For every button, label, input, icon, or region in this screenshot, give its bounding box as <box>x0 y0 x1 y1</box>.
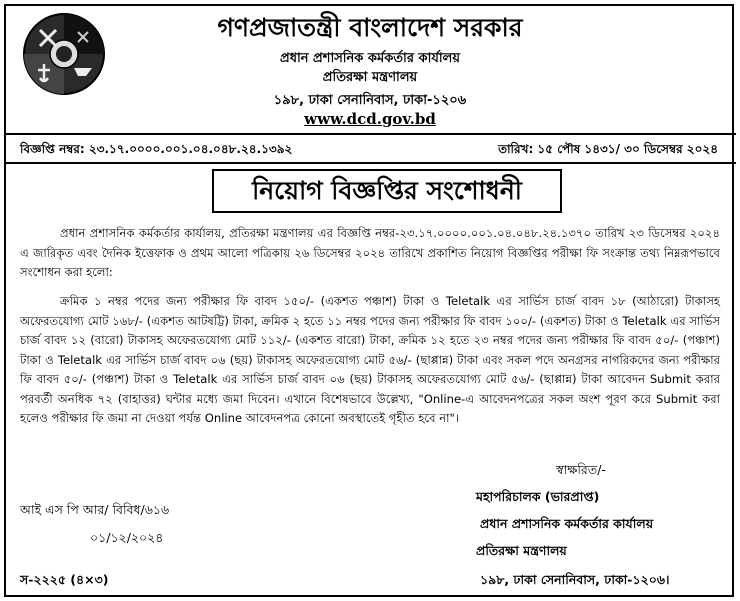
notice-title: নিয়োগ বিজ্ঞপ্তির সংশোধনী <box>212 169 562 213</box>
fee-paragraph-text: ক্রমিক ১ নম্বর পদের জন্য পরীক্ষার ফি বাবদ ১৫০/- (একশত পঞ্চাশ) টাকা ও Teletalk এর সার্ভিস চার্জ বাবদ ১৮ (আঠারো) টাকাসহ অফেরতযোগ্য মোট ১৬৮/- (একশত আটষট্টি) টাকা, ক্রমিক ২ হতে ১১ নম্বর পদের জন্য পরীক্ষার ফি বাবদ ১০০/- (একশত) টাকা ও Teletalk এর সার্ভিস চার্জ বাবদ ১২ (বারো) টাকাসহ অফেরতযোগ্য মোট ১১২/- (একশত বারো) টাকা, ক্রমিক ১২ হতে ২৩ নম্বর পদের জন্য পরীক্ষার ফি বাবদ ৫০/- (পঞ্চাশ) টাকা ও Teletalk এর সার্ভিস চার্জ বাবদ ০৬ (ছয়) টাকাসহ অফেরতযোগ্য মোট ৫৬/- (ছাপ্পান্ন) টাকা এবং সকল পদে অনগ্রসর নাগরিকদের জন্য পরীক্ষার ফি বাবদ ৫০/- (পঞ্চাশ) টাকা ও Teletalk এর সার্ভিস চার্জ বাবদ ০৬ (ছয়) টাকাসহ অফেরতযোগ্য মোট ৫৬/- (ছাপ্পান্ন) টাকা আবেদন Submit করার পরবর্তী অনধিক ৭২ (বাহাত্তর) ঘন্টার মধ্যে জমা দিবেন। এখানে বিশেষভাবে উল্লেখ্য, "Online-এ আবেদনপত্রের সকল অংশ পূরণ করে Submit করা হলেও পরীক্ষার ফি জমা না দেওয়া পর্যন্ত Online আবেদনপত্র কোনো অবস্থাতেই গৃহীত হবে না"। <box>20 294 720 425</box>
government-title: গণপ্রজাতন্ত্রী বাংলাদেশ সরকার <box>217 13 523 42</box>
signatory-designation: মহাপরিচালক (ভারপ্রাপ্ত) <box>476 489 600 504</box>
intro-paragraph-text: প্রধান প্রশাসনিক কর্মকর্তার কার্যালয়, প্রতিরক্ষা মন্ত্রণালয় এর বিজ্ঞপ্তি নম্বর-২৩.১৭.০০০০.০০১.০৪.০৪৮.২৪.১৩৭০ তারিখ ২৩ ডিসেম্বর ২০২৪ এ জারিকৃত এবং দৈনিক ইত্তেফাক ও প্রথম আলো পত্রিকায় ২৬ ডিসেম্বর ২০২৪ তারিখে প্রকাশিত নিয়োগ বিজ্ঞপ্তির পরীক্ষা ফি সংক্রান্ত তথ্য নিম্নরূপভাবে সংশোধন করা হলো: <box>20 226 720 279</box>
notice-date: তারিখ: ১৫ পৌষ ১৪৩১/ ৩০ ডিসেম্বর ২০২৪ <box>498 142 718 156</box>
fee-paragraph <box>20 292 720 429</box>
ispr-date: ০১/১২/২০২৪ <box>90 530 164 545</box>
header-divider <box>4 133 736 135</box>
meta-divider <box>4 162 736 164</box>
ispr-reference: আই এস পি আর/ বিবিধ/৬১৬ <box>20 502 170 517</box>
office-name: প্রধান প্রশাসনিক কর্মকর্তার কার্যালয় <box>280 51 460 66</box>
office-address: ১৯৮, ঢাকা সেনানিবাস, ঢাকা-১২০৬ <box>273 93 467 108</box>
website-text[interactable]: www.dcd.gov.bd <box>304 110 436 128</box>
website-link[interactable] <box>0 110 740 128</box>
signatory-office: প্রধান প্রশাসনিক কর্মকর্তার কার্যালয় <box>480 516 654 531</box>
ministry-name: প্রতিরক্ষা মন্ত্রণালয় <box>322 70 418 85</box>
intro-paragraph <box>20 224 720 283</box>
signatory-ministry: প্রতিরক্ষা মন্ত্রণালয় <box>476 543 567 558</box>
signatory-address: ১৯৮, ঢাকা সেনানিবাস, ঢাকা-১২০৬। <box>480 572 670 587</box>
memo-number: বিজ্ঞপ্তি নম্বর: ২৩.১৭.০০০০.০০১.০৪.০৪৮.২৪.১৩৯২ <box>20 142 293 156</box>
signed-mark: স্বাক্ষরিত/- <box>556 462 606 477</box>
footer-code: স-২২২৫ (৪×৩) <box>20 572 109 587</box>
